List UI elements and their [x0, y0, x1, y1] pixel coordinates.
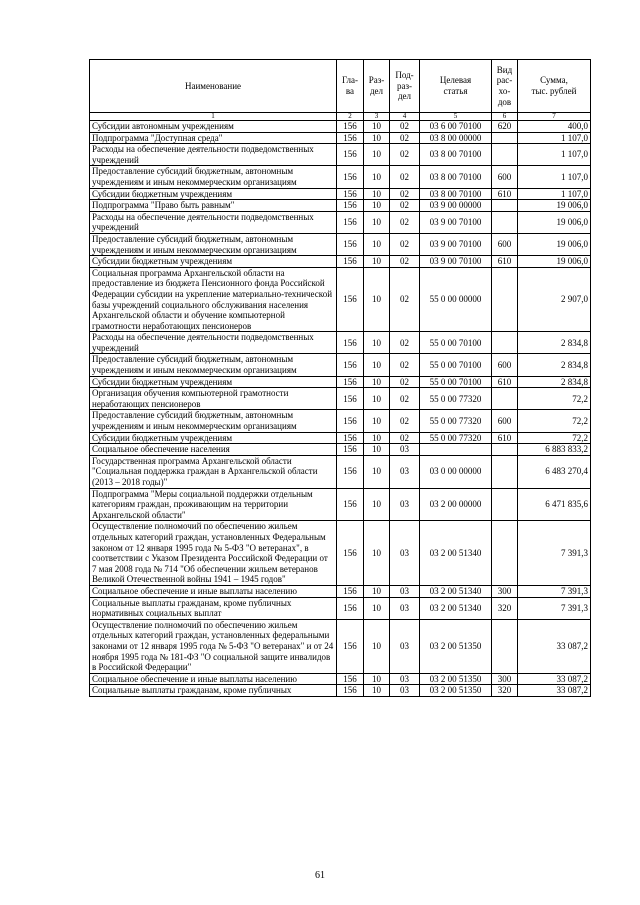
cell-glava: 156 — [337, 188, 364, 200]
table-row — [90, 144, 591, 166]
cell-glava: 156 — [337, 354, 364, 376]
cell-glava: 156 — [337, 521, 364, 586]
cell-razdel: 10 — [364, 233, 390, 255]
header-podrazdel: Под- раз- дел — [390, 60, 420, 113]
table-row — [90, 121, 591, 133]
header-name: Наименование — [90, 60, 337, 113]
cell-vid — [492, 444, 518, 456]
column-number: 5 — [420, 113, 492, 121]
cell-statya: 03 9 00 70100 — [420, 256, 492, 268]
cell-glava: 156 — [337, 432, 364, 444]
table-row — [90, 332, 591, 354]
table-row — [90, 685, 591, 697]
cell-podrazdel: 02 — [390, 354, 420, 376]
table-row — [90, 188, 591, 200]
cell-statya: 55 0 00 77320 — [420, 388, 492, 410]
cell-vid: 610 — [492, 376, 518, 388]
cell-name: Подпрограмма "Право быть равным" — [90, 200, 337, 212]
cell-name: Осуществление полномочий по обеспечению жильем отдельных категорий граждан, установленных федеральными законами от 12 января 1995 года № 5-ФЗ "О ветеранах" и от 24 ноября 1995 года № 181-ФЗ "О социальной защите инвалидов в Российской Федерации" — [90, 619, 337, 673]
cell-statya: 03 9 00 70100 — [420, 211, 492, 233]
cell-razdel: 10 — [364, 585, 390, 597]
cell-glava: 156 — [337, 200, 364, 212]
cell-statya: 03 8 00 70100 — [420, 166, 492, 188]
table-row — [90, 488, 591, 521]
cell-podrazdel: 02 — [390, 376, 420, 388]
cell-glava: 156 — [337, 132, 364, 144]
cell-statya — [420, 444, 492, 456]
cell-statya: 55 0 00 70100 — [420, 332, 492, 354]
cell-name: Субсидии бюджетным учреждениям — [90, 376, 337, 388]
cell-summa: 19 006,0 — [518, 256, 591, 268]
cell-summa: 19 006,0 — [518, 200, 591, 212]
cell-name: Социальное обеспечение и иные выплаты населению — [90, 673, 337, 685]
header-summa: Сумма, тыс. рублей — [518, 60, 591, 113]
cell-summa: 2 907,0 — [518, 267, 591, 332]
table-row — [90, 166, 591, 188]
cell-name: Осуществление полномочий по обеспечению жильем отдельных категорий граждан, установленных Федеральным законом от 12 января 1995 года № 5-ФЗ "О ветеранах", в соответствии с Указом Президента Российской Федерации от 7 мая 2008 года № 714 "Об обеспечении жильем ветеранов Великой Отечественной войны 1941 – 1945 годов" — [90, 521, 337, 586]
cell-name: Субсидии бюджетным учреждениям — [90, 256, 337, 268]
cell-statya: 55 0 00 77320 — [420, 410, 492, 432]
cell-podrazdel: 03 — [390, 673, 420, 685]
cell-glava: 156 — [337, 267, 364, 332]
cell-glava: 156 — [337, 376, 364, 388]
cell-glava: 156 — [337, 410, 364, 432]
cell-glava: 156 — [337, 685, 364, 697]
column-number: 2 — [337, 113, 364, 121]
cell-name: Социальное обеспечение и иные выплаты населению — [90, 585, 337, 597]
cell-podrazdel: 03 — [390, 444, 420, 456]
cell-statya: 03 2 00 51340 — [420, 585, 492, 597]
cell-glava: 156 — [337, 585, 364, 597]
cell-name: Расходы на обеспечение деятельности подведомственных учреждений — [90, 144, 337, 166]
table-row — [90, 132, 591, 144]
header-vid: Вид рас- хо- дов — [492, 60, 518, 113]
table-body — [90, 121, 591, 697]
cell-name: Расходы на обеспечение деятельности подведомственных учреждений — [90, 332, 337, 354]
cell-podrazdel: 03 — [390, 488, 420, 521]
cell-name: Государственная программа Архангельской области "Социальная поддержка граждан в Архангельской области (2013 – 2018 годы)" — [90, 455, 337, 488]
cell-razdel: 10 — [364, 166, 390, 188]
cell-podrazdel: 02 — [390, 166, 420, 188]
header-row — [90, 60, 591, 113]
cell-razdel: 10 — [364, 410, 390, 432]
cell-razdel: 10 — [364, 388, 390, 410]
cell-summa: 2 834,8 — [518, 332, 591, 354]
table-row — [90, 267, 591, 332]
cell-vid — [492, 200, 518, 212]
cell-vid: 610 — [492, 188, 518, 200]
cell-statya: 55 0 00 70100 — [420, 354, 492, 376]
cell-podrazdel: 03 — [390, 585, 420, 597]
table-row — [90, 673, 591, 685]
cell-razdel: 10 — [364, 132, 390, 144]
budget-table — [89, 59, 591, 697]
cell-statya: 03 2 00 51350 — [420, 673, 492, 685]
cell-vid — [492, 144, 518, 166]
cell-statya: 03 2 00 51340 — [420, 521, 492, 586]
cell-razdel: 10 — [364, 256, 390, 268]
cell-statya: 55 0 00 77320 — [420, 432, 492, 444]
cell-podrazdel: 02 — [390, 388, 420, 410]
cell-name: Социальная программа Архангельской области на предоставление из бюджета Пенсионного фонда Российской Федерации субсидии на укрепление материально-технической базы учреждений социального обслуживания населения Архангельской области и обучение компьютерной грамотности неработающих пенсионеров — [90, 267, 337, 332]
cell-statya: 03 9 00 70100 — [420, 233, 492, 255]
cell-summa: 1 107,0 — [518, 188, 591, 200]
cell-vid — [492, 388, 518, 410]
cell-podrazdel: 02 — [390, 121, 420, 133]
cell-statya: 03 8 00 70100 — [420, 144, 492, 166]
cell-name: Подпрограмма "Доступная среда" — [90, 132, 337, 144]
cell-razdel: 10 — [364, 332, 390, 354]
cell-razdel: 10 — [364, 267, 390, 332]
cell-glava: 156 — [337, 444, 364, 456]
cell-glava: 156 — [337, 233, 364, 255]
cell-glava: 156 — [337, 673, 364, 685]
cell-podrazdel: 03 — [390, 685, 420, 697]
header-razdel: Раз- дел — [364, 60, 390, 113]
cell-name: Предоставление субсидий бюджетным, автономным учреждениям и иным некоммерческим организациям — [90, 354, 337, 376]
table-row — [90, 256, 591, 268]
cell-vid — [492, 521, 518, 586]
cell-summa: 33 087,2 — [518, 673, 591, 685]
cell-razdel: 10 — [364, 673, 390, 685]
cell-vid — [492, 211, 518, 233]
cell-podrazdel: 03 — [390, 455, 420, 488]
cell-name: Предоставление субсидий бюджетным, автономным учреждениям и иным некоммерческим организациям — [90, 410, 337, 432]
table-row — [90, 444, 591, 456]
table-row — [90, 619, 591, 673]
cell-razdel: 10 — [364, 488, 390, 521]
cell-name: Предоставление субсидий бюджетным, автономным учреждениям и иным некоммерческим организациям — [90, 166, 337, 188]
cell-podrazdel: 02 — [390, 200, 420, 212]
cell-name: Организация обучения компьютерной грамотности неработающих пенсионеров — [90, 388, 337, 410]
cell-vid: 320 — [492, 685, 518, 697]
cell-vid: 610 — [492, 432, 518, 444]
table-row — [90, 455, 591, 488]
cell-summa: 72,2 — [518, 432, 591, 444]
cell-podrazdel: 02 — [390, 132, 420, 144]
cell-statya: 03 8 00 70100 — [420, 188, 492, 200]
cell-summa: 6 483 270,4 — [518, 455, 591, 488]
cell-razdel: 10 — [364, 444, 390, 456]
cell-summa: 7 391,3 — [518, 585, 591, 597]
cell-razdel: 10 — [364, 619, 390, 673]
cell-summa: 2 834,8 — [518, 376, 591, 388]
cell-podrazdel: 02 — [390, 432, 420, 444]
cell-statya: 03 2 00 51350 — [420, 685, 492, 697]
cell-podrazdel: 02 — [390, 188, 420, 200]
cell-podrazdel: 02 — [390, 256, 420, 268]
cell-statya: 03 2 00 00000 — [420, 488, 492, 521]
cell-statya: 55 0 00 00000 — [420, 267, 492, 332]
table-row — [90, 388, 591, 410]
cell-vid — [492, 619, 518, 673]
table-row — [90, 410, 591, 432]
cell-vid — [492, 455, 518, 488]
cell-glava: 156 — [337, 332, 364, 354]
cell-podrazdel: 02 — [390, 410, 420, 432]
cell-summa: 7 391,3 — [518, 521, 591, 586]
cell-glava: 156 — [337, 144, 364, 166]
cell-razdel: 10 — [364, 354, 390, 376]
cell-summa: 33 087,2 — [518, 619, 591, 673]
cell-vid — [492, 332, 518, 354]
cell-summa: 6 883 833,2 — [518, 444, 591, 456]
cell-name: Социальные выплаты гражданам, кроме публичных нормативных социальных выплат — [90, 597, 337, 619]
table-row — [90, 521, 591, 586]
cell-summa: 72,2 — [518, 410, 591, 432]
cell-razdel: 10 — [364, 200, 390, 212]
table-row — [90, 200, 591, 212]
cell-podrazdel: 02 — [390, 233, 420, 255]
cell-summa: 1 107,0 — [518, 166, 591, 188]
table-row — [90, 585, 591, 597]
cell-podrazdel: 03 — [390, 521, 420, 586]
cell-glava: 156 — [337, 597, 364, 619]
header-glava: Гла- ва — [337, 60, 364, 113]
cell-statya: 55 0 00 70100 — [420, 376, 492, 388]
cell-summa: 19 006,0 — [518, 233, 591, 255]
cell-vid: 600 — [492, 410, 518, 432]
cell-vid: 620 — [492, 121, 518, 133]
cell-vid: 300 — [492, 673, 518, 685]
page-number: 61 — [315, 870, 325, 881]
cell-summa: 400,0 — [518, 121, 591, 133]
cell-glava: 156 — [337, 166, 364, 188]
cell-name: Субсидии автономным учреждениям — [90, 121, 337, 133]
cell-statya: 03 2 00 51340 — [420, 597, 492, 619]
cell-glava: 156 — [337, 455, 364, 488]
budget-table-container — [89, 59, 590, 697]
cell-vid: 610 — [492, 256, 518, 268]
cell-name: Субсидии бюджетным учреждениям — [90, 432, 337, 444]
cell-summa: 6 471 835,6 — [518, 488, 591, 521]
cell-podrazdel: 02 — [390, 332, 420, 354]
cell-vid — [492, 488, 518, 521]
cell-vid: 600 — [492, 233, 518, 255]
cell-vid: 600 — [492, 354, 518, 376]
cell-razdel: 10 — [364, 685, 390, 697]
cell-podrazdel: 03 — [390, 597, 420, 619]
cell-glava: 156 — [337, 211, 364, 233]
cell-glava: 156 — [337, 256, 364, 268]
table-row — [90, 354, 591, 376]
cell-statya: 03 8 00 00000 — [420, 132, 492, 144]
table-row — [90, 376, 591, 388]
cell-summa: 1 107,0 — [518, 144, 591, 166]
cell-name: Социальные выплаты гражданам, кроме публичных — [90, 685, 337, 697]
table-row — [90, 597, 591, 619]
cell-razdel: 10 — [364, 432, 390, 444]
cell-glava: 156 — [337, 388, 364, 410]
cell-summa: 2 834,8 — [518, 354, 591, 376]
cell-razdel: 10 — [364, 121, 390, 133]
column-number: 6 — [492, 113, 518, 121]
cell-podrazdel: 02 — [390, 267, 420, 332]
cell-podrazdel: 03 — [390, 619, 420, 673]
cell-razdel: 10 — [364, 455, 390, 488]
cell-statya: 03 9 00 00000 — [420, 200, 492, 212]
column-number: 4 — [390, 113, 420, 121]
header-statya: Целевая статья — [420, 60, 492, 113]
cell-razdel: 10 — [364, 376, 390, 388]
cell-vid — [492, 132, 518, 144]
cell-name: Подпрограмма "Меры социальной поддержки отдельным категориям граждан, проживающим на территории Архангельской области" — [90, 488, 337, 521]
column-number-row — [90, 113, 591, 121]
cell-razdel: 10 — [364, 211, 390, 233]
cell-podrazdel: 02 — [390, 144, 420, 166]
column-number: 7 — [518, 113, 591, 121]
table-row — [90, 233, 591, 255]
cell-razdel: 10 — [364, 597, 390, 619]
cell-summa: 72,2 — [518, 388, 591, 410]
cell-statya: 03 6 00 70100 — [420, 121, 492, 133]
cell-podrazdel: 02 — [390, 211, 420, 233]
cell-name: Расходы на обеспечение деятельности подведомственных учреждений — [90, 211, 337, 233]
cell-razdel: 10 — [364, 188, 390, 200]
cell-vid: 600 — [492, 166, 518, 188]
cell-summa: 7 391,3 — [518, 597, 591, 619]
cell-name: Социальное обеспечение населения — [90, 444, 337, 456]
cell-name: Субсидии бюджетным учреждениям — [90, 188, 337, 200]
cell-razdel: 10 — [364, 521, 390, 586]
cell-vid: 300 — [492, 585, 518, 597]
table-row — [90, 432, 591, 444]
cell-vid — [492, 267, 518, 332]
column-number: 3 — [364, 113, 390, 121]
cell-razdel: 10 — [364, 144, 390, 166]
cell-summa: 33 087,2 — [518, 685, 591, 697]
column-number: 1 — [90, 113, 337, 121]
cell-glava: 156 — [337, 488, 364, 521]
cell-statya: 03 2 00 51350 — [420, 619, 492, 673]
cell-summa: 19 006,0 — [518, 211, 591, 233]
cell-glava: 156 — [337, 121, 364, 133]
table-row — [90, 211, 591, 233]
cell-glava: 156 — [337, 619, 364, 673]
cell-vid: 320 — [492, 597, 518, 619]
cell-statya: 03 0 00 00000 — [420, 455, 492, 488]
cell-summa: 1 107,0 — [518, 132, 591, 144]
cell-name: Предоставление субсидий бюджетным, автономным учреждениям и иным некоммерческим организациям — [90, 233, 337, 255]
